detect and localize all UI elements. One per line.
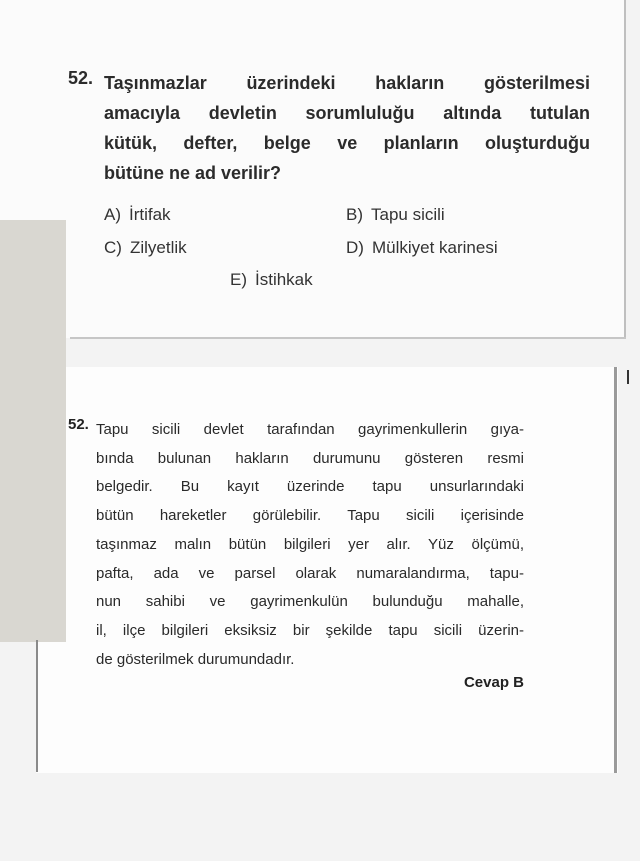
solution-text [96, 416, 524, 674]
option-letter: C) [104, 238, 122, 257]
question-line: kütük, defter, belge ve planların oluşturduğu [104, 133, 590, 153]
option-letter: B) [346, 205, 363, 224]
solution-line: nun sahibi ve gayrimenkulün bulunduğu mahalle, [96, 593, 524, 611]
option-d[interactable] [346, 238, 498, 258]
option-e[interactable] [230, 270, 313, 290]
solution-line: bında bulunan hakların durumunu gösteren resmi [96, 449, 524, 467]
solution-line: belgedir. Bu kayıt üzerinde tapu unsurlarındaki [96, 478, 524, 496]
option-text: İstihkak [255, 270, 313, 289]
option-text: Mülkiyet karinesi [371, 238, 498, 257]
question-line: bütüne ne ad verilir? [104, 163, 282, 183]
option-letter: D) [346, 238, 364, 257]
question-line: Taşınmazlar üzerindeki hakların gösterilmesi [104, 73, 590, 93]
option-text: Zilyetlik [129, 238, 187, 257]
solution-number: 52. [68, 416, 89, 433]
option-letter: E) [230, 270, 247, 289]
solution-line: taşınmaz malın bütün bilgileri yer alır. Yüz ölçümü, [96, 535, 524, 553]
option-text: Tapu sicili [371, 205, 445, 224]
question-line: amacıyla devletin sorumluluğu altında tutulan [104, 103, 590, 123]
solution-line: bütün hareketler görülebilir. Tapu sicili içerisinde [96, 507, 524, 525]
solution-line: pafta, ada ve parsel olarak numaralandırma, tapu- [96, 564, 524, 582]
page-divider [70, 337, 626, 339]
question-number: 52. [68, 68, 94, 88]
answer-label: Cevap B [463, 674, 524, 691]
left-border-line [36, 640, 38, 772]
option-a[interactable] [104, 205, 171, 225]
question-text [104, 68, 590, 188]
option-c[interactable] [104, 238, 187, 258]
option-b[interactable] [346, 205, 445, 225]
right-border-line [614, 367, 617, 773]
background-block [0, 220, 66, 642]
solution-line: de gösterilmek durumundadır. [96, 650, 295, 668]
margin-mark [627, 370, 629, 384]
option-text: İrtifak [129, 205, 171, 224]
option-letter: A) [104, 205, 121, 224]
solution-line: Tapu sicili devlet tarafından gayrimenkullerin gıya- [96, 421, 524, 438]
solution-line: il, ilçe bilgileri eksiksiz bir şekilde tapu sicili üzerin- [96, 621, 524, 639]
